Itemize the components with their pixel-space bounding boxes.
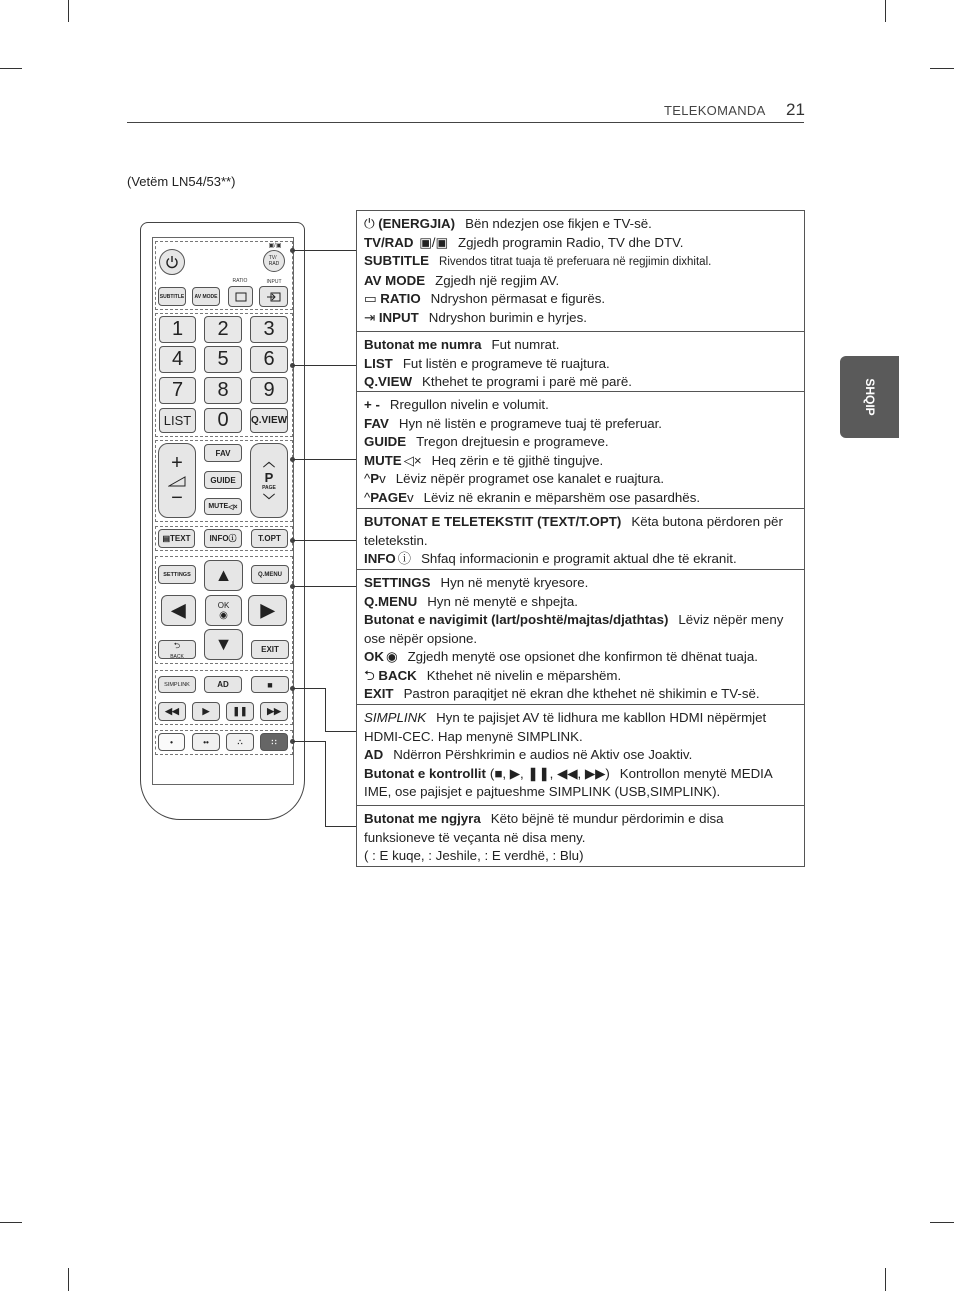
desc-row: Butonat e kontrollit (■, ▶, ❚❚, ◀◀, ▶▶) Kontrollon menytë MEDIA IME, ose pajisjet e pajtueshme SIMPLINK (USB,SIMPLINK). bbox=[364, 765, 772, 799]
section-teletext bbox=[357, 509, 804, 570]
rewind-icon: ◀◀ bbox=[165, 706, 179, 716]
simplink-button: SIMPLINK bbox=[158, 676, 196, 693]
desc-row: LIST Fut listën e programeve të ruajtura. bbox=[364, 355, 610, 371]
arrow-left-icon: ◀ bbox=[171, 600, 186, 620]
blue-button bbox=[260, 733, 288, 751]
control-icons: (■, ▶, ❚❚, ◀◀, ▶▶) bbox=[489, 765, 610, 781]
desc-row: AV MODE Zgjedh një regjim AV. bbox=[364, 272, 560, 288]
plus-icon: + bbox=[171, 451, 183, 474]
crop-mark bbox=[68, 1268, 69, 1291]
crop-mark bbox=[68, 0, 69, 22]
callout-line bbox=[293, 586, 356, 587]
callout-line bbox=[293, 741, 326, 742]
program-rocker: ︿ P PAGE ﹀ bbox=[250, 443, 288, 518]
exit-button: EXIT bbox=[251, 640, 289, 659]
desc-row: ⏻ (ENERGJIA) Bën ndezjen ose fikjen e TV-së. bbox=[364, 216, 652, 231]
power-icon bbox=[165, 255, 179, 269]
stop-icon: ■ bbox=[267, 679, 273, 690]
desc-row: ▭ RATIO Ndryshon përmasat e figurës. bbox=[364, 291, 606, 306]
crop-mark bbox=[885, 1268, 886, 1291]
header-rule bbox=[127, 122, 804, 123]
callout-line bbox=[325, 741, 326, 827]
section-numbers bbox=[357, 332, 804, 392]
desc-row: INFO ⓘ Shfaq informacionin e programit aktual dhe të ekranit. bbox=[364, 551, 737, 566]
input-button bbox=[259, 286, 288, 307]
num-0-button: 0 bbox=[204, 408, 242, 433]
stop-button bbox=[251, 676, 289, 693]
num-1-button: 1 bbox=[159, 316, 196, 343]
callout-line bbox=[293, 365, 356, 366]
desc-row: SETTINGS Hyn në menytë kryesore. bbox=[364, 575, 589, 590]
callout-line bbox=[293, 459, 356, 460]
ratio-icon bbox=[234, 291, 248, 303]
section-title: TELEKOMANDA bbox=[664, 103, 766, 118]
model-note: (Vetëm LN54/53**) bbox=[127, 174, 236, 189]
fast-forward-icon: ▶▶ bbox=[267, 706, 281, 716]
red-button bbox=[158, 733, 185, 751]
power-button bbox=[159, 249, 185, 275]
desc-row: Q.VIEW Kthehet te programi i parë më parë. bbox=[364, 374, 632, 389]
info-icon: ⓘ bbox=[397, 551, 412, 566]
desc-row: Butonat me ngjyra Këto bëjnë të mundur përdorimin e disa funksioneve të veçanta në disa meny. bbox=[364, 811, 724, 845]
back-icon: ⮌ bbox=[173, 640, 181, 650]
description-table bbox=[356, 210, 805, 867]
forward-button bbox=[260, 702, 288, 721]
mute-icon: ◁× bbox=[228, 503, 238, 511]
desc-row: TV/RAD ▣/▣ Zgjedh programin Radio, TV dhe DTV. bbox=[364, 234, 684, 250]
num-6-button: 6 bbox=[250, 346, 288, 373]
desc-row: ⮌ BACK Kthehet në nivelin e mëparshëm. bbox=[364, 667, 622, 683]
num-7-button: 7 bbox=[159, 377, 196, 404]
qmenu-button: Q.MENU bbox=[251, 565, 289, 584]
subtitle-button: SUBTITLE bbox=[158, 287, 186, 306]
num-3-button: 3 bbox=[250, 316, 288, 343]
back-icon: ⮌ bbox=[364, 667, 375, 683]
desc-row: FAV Hyn në listën e programeve tuaj të preferuar. bbox=[364, 415, 663, 431]
crop-mark bbox=[930, 68, 954, 69]
yellow-button bbox=[226, 733, 254, 751]
desc-row: BUTONAT E TELETEKSTIT (TEXT/T.OPT) Këta butona përdoren për teletekstin. bbox=[364, 514, 783, 548]
desc-row: SIMPLINK Hyn te pajisjet AV të lidhura me kabllon HDMI nëpërmjet HDMI-CEC. Hap menynë SIMPLINK. bbox=[364, 710, 767, 744]
left-button bbox=[161, 595, 196, 626]
arrow-right-icon: ▶ bbox=[260, 600, 275, 620]
ratio-button bbox=[228, 286, 253, 307]
desc-row: Butonat me numra Fut numrat. bbox=[364, 337, 560, 352]
input-icon: ⇥ bbox=[364, 309, 376, 325]
language-tab: SHQIP bbox=[840, 356, 899, 438]
section-navigation bbox=[357, 570, 804, 705]
green-dots-icon: •• bbox=[203, 737, 209, 747]
pause-button bbox=[226, 702, 254, 721]
callout-line bbox=[325, 826, 356, 827]
info-icon: ⓘ bbox=[228, 534, 237, 543]
num-4-button: 4 bbox=[159, 346, 196, 373]
desc-row: AD Ndërron Përshkrimin e audios në Aktiv ose Joaktiv. bbox=[364, 747, 693, 762]
crop-mark bbox=[885, 0, 886, 22]
desc-row: EXIT Pastron paraqitjet në ekran dhe kthehet në shikimin e TV-së. bbox=[364, 686, 760, 701]
desc-row: + - Rregullon nivelin e volumit. bbox=[364, 397, 549, 412]
chevron-down-icon: ﹀ bbox=[262, 493, 275, 507]
arrow-up-icon: ▲ bbox=[214, 565, 233, 585]
desc-row: ⇥ INPUT Ndryshon burimin e hyrjes. bbox=[364, 309, 587, 325]
play-button bbox=[192, 702, 220, 721]
input-icon bbox=[266, 291, 282, 303]
num-8-button: 8 bbox=[204, 377, 242, 404]
text-button: ▤ TEXT bbox=[158, 529, 195, 548]
desc-row: Q.MENU Hyn në menytë e shpejta. bbox=[364, 593, 578, 609]
callout-line bbox=[325, 731, 356, 732]
qview-button: Q.VIEW bbox=[250, 408, 288, 433]
green-button bbox=[192, 733, 220, 751]
fav-button: FAV bbox=[204, 444, 242, 462]
tv-rad-button: TV/ RAD bbox=[263, 250, 285, 272]
crop-mark bbox=[930, 1222, 954, 1223]
info-button: INFO ⓘ bbox=[204, 529, 242, 548]
guide-button: GUIDE bbox=[204, 471, 242, 489]
ok-icon: ◉ bbox=[219, 609, 228, 621]
desc-row: ( : E kuqe, : Jeshile, : E verdhë, : Blu) bbox=[364, 848, 584, 863]
desc-row: MUTE ◁× Heq zërin e të gjithë tingujve. bbox=[364, 452, 604, 468]
av-mode-button: AV MODE bbox=[192, 287, 220, 306]
minus-icon: − bbox=[171, 486, 183, 509]
topt-button: T.OPT bbox=[251, 529, 288, 548]
section-colors bbox=[357, 806, 804, 866]
play-icon: ▶ bbox=[202, 706, 210, 716]
mute-icon: ◁× bbox=[403, 452, 422, 468]
chevron-down-icon: v bbox=[406, 489, 414, 505]
num-5-button: 5 bbox=[204, 346, 242, 373]
volume-icon bbox=[168, 475, 186, 487]
tv-rad-icon: ▣/▣ bbox=[268, 243, 282, 249]
desc-row: SUBTITLE Rivendos titrat tuaja të preferuara në regjimin dixhital. bbox=[364, 253, 712, 268]
desc-row: ^Pv Lëviz nëpër programet ose kanalet e ruajtura. bbox=[364, 471, 665, 486]
num-9-button: 9 bbox=[250, 377, 288, 404]
rewind-button bbox=[158, 702, 186, 721]
chevron-up-icon: ︿ bbox=[262, 455, 275, 469]
desc-row: ^PAGEv Lëviz në ekranin e mëparshëm ose pasardhës. bbox=[364, 489, 701, 505]
callout-line bbox=[293, 250, 356, 251]
crop-mark bbox=[0, 68, 22, 69]
callout-line bbox=[293, 540, 356, 541]
desc-row: GUIDE Tregon drejtuesin e programeve. bbox=[364, 434, 609, 449]
ratio-icon: ▭ bbox=[364, 291, 377, 306]
section-power bbox=[357, 211, 804, 332]
back-button: ⮌ BACK bbox=[158, 640, 196, 659]
teletext-icon: ▤ bbox=[162, 534, 171, 543]
input-label: INPUT bbox=[266, 279, 282, 285]
yellow-dots-icon: ∴ bbox=[237, 737, 243, 747]
power-icon: ⏻ bbox=[364, 216, 375, 231]
down-button bbox=[204, 629, 243, 660]
callout-line bbox=[293, 688, 326, 689]
up-button bbox=[204, 560, 243, 591]
callout-line bbox=[325, 688, 326, 731]
right-button bbox=[248, 595, 287, 626]
list-button: LIST bbox=[159, 408, 196, 433]
tv-radio-icon: ▣/▣ bbox=[419, 234, 449, 250]
page-number: 21 bbox=[786, 100, 805, 119]
simplink-logo: SIMPLINK bbox=[364, 710, 427, 725]
chevron-up-icon: ^ bbox=[364, 471, 371, 486]
settings-button: SETTINGS bbox=[158, 565, 196, 584]
arrow-down-icon: ▼ bbox=[214, 634, 233, 654]
red-dot-icon: • bbox=[170, 737, 173, 747]
ad-button: AD bbox=[204, 676, 242, 693]
num-2-button: 2 bbox=[204, 316, 242, 343]
ratio-label: RATIO bbox=[232, 278, 248, 284]
section-volume bbox=[357, 392, 804, 509]
ok-icon: ◉ bbox=[385, 649, 398, 664]
crop-mark bbox=[0, 1222, 22, 1223]
ok-button: OK ◉ bbox=[205, 595, 242, 626]
mute-button: MUTE ◁× bbox=[204, 498, 242, 515]
volume-rocker bbox=[158, 443, 196, 518]
pause-icon: ❚❚ bbox=[232, 706, 248, 716]
chevron-up-icon: ^ bbox=[364, 489, 371, 505]
section-simplink bbox=[357, 705, 804, 806]
chevron-down-icon: v bbox=[379, 471, 386, 486]
blue-dots-icon: ∷ bbox=[271, 737, 277, 747]
desc-row: Butonat e navigimit (lart/poshtë/majtas/djathtas) Lëviz nëpër meny ose nëpër opsione. bbox=[364, 612, 784, 646]
desc-row: OK ◉ Zgjedh menytë ose opsionet dhe konfirmon të dhënat tuaja. bbox=[364, 649, 758, 664]
